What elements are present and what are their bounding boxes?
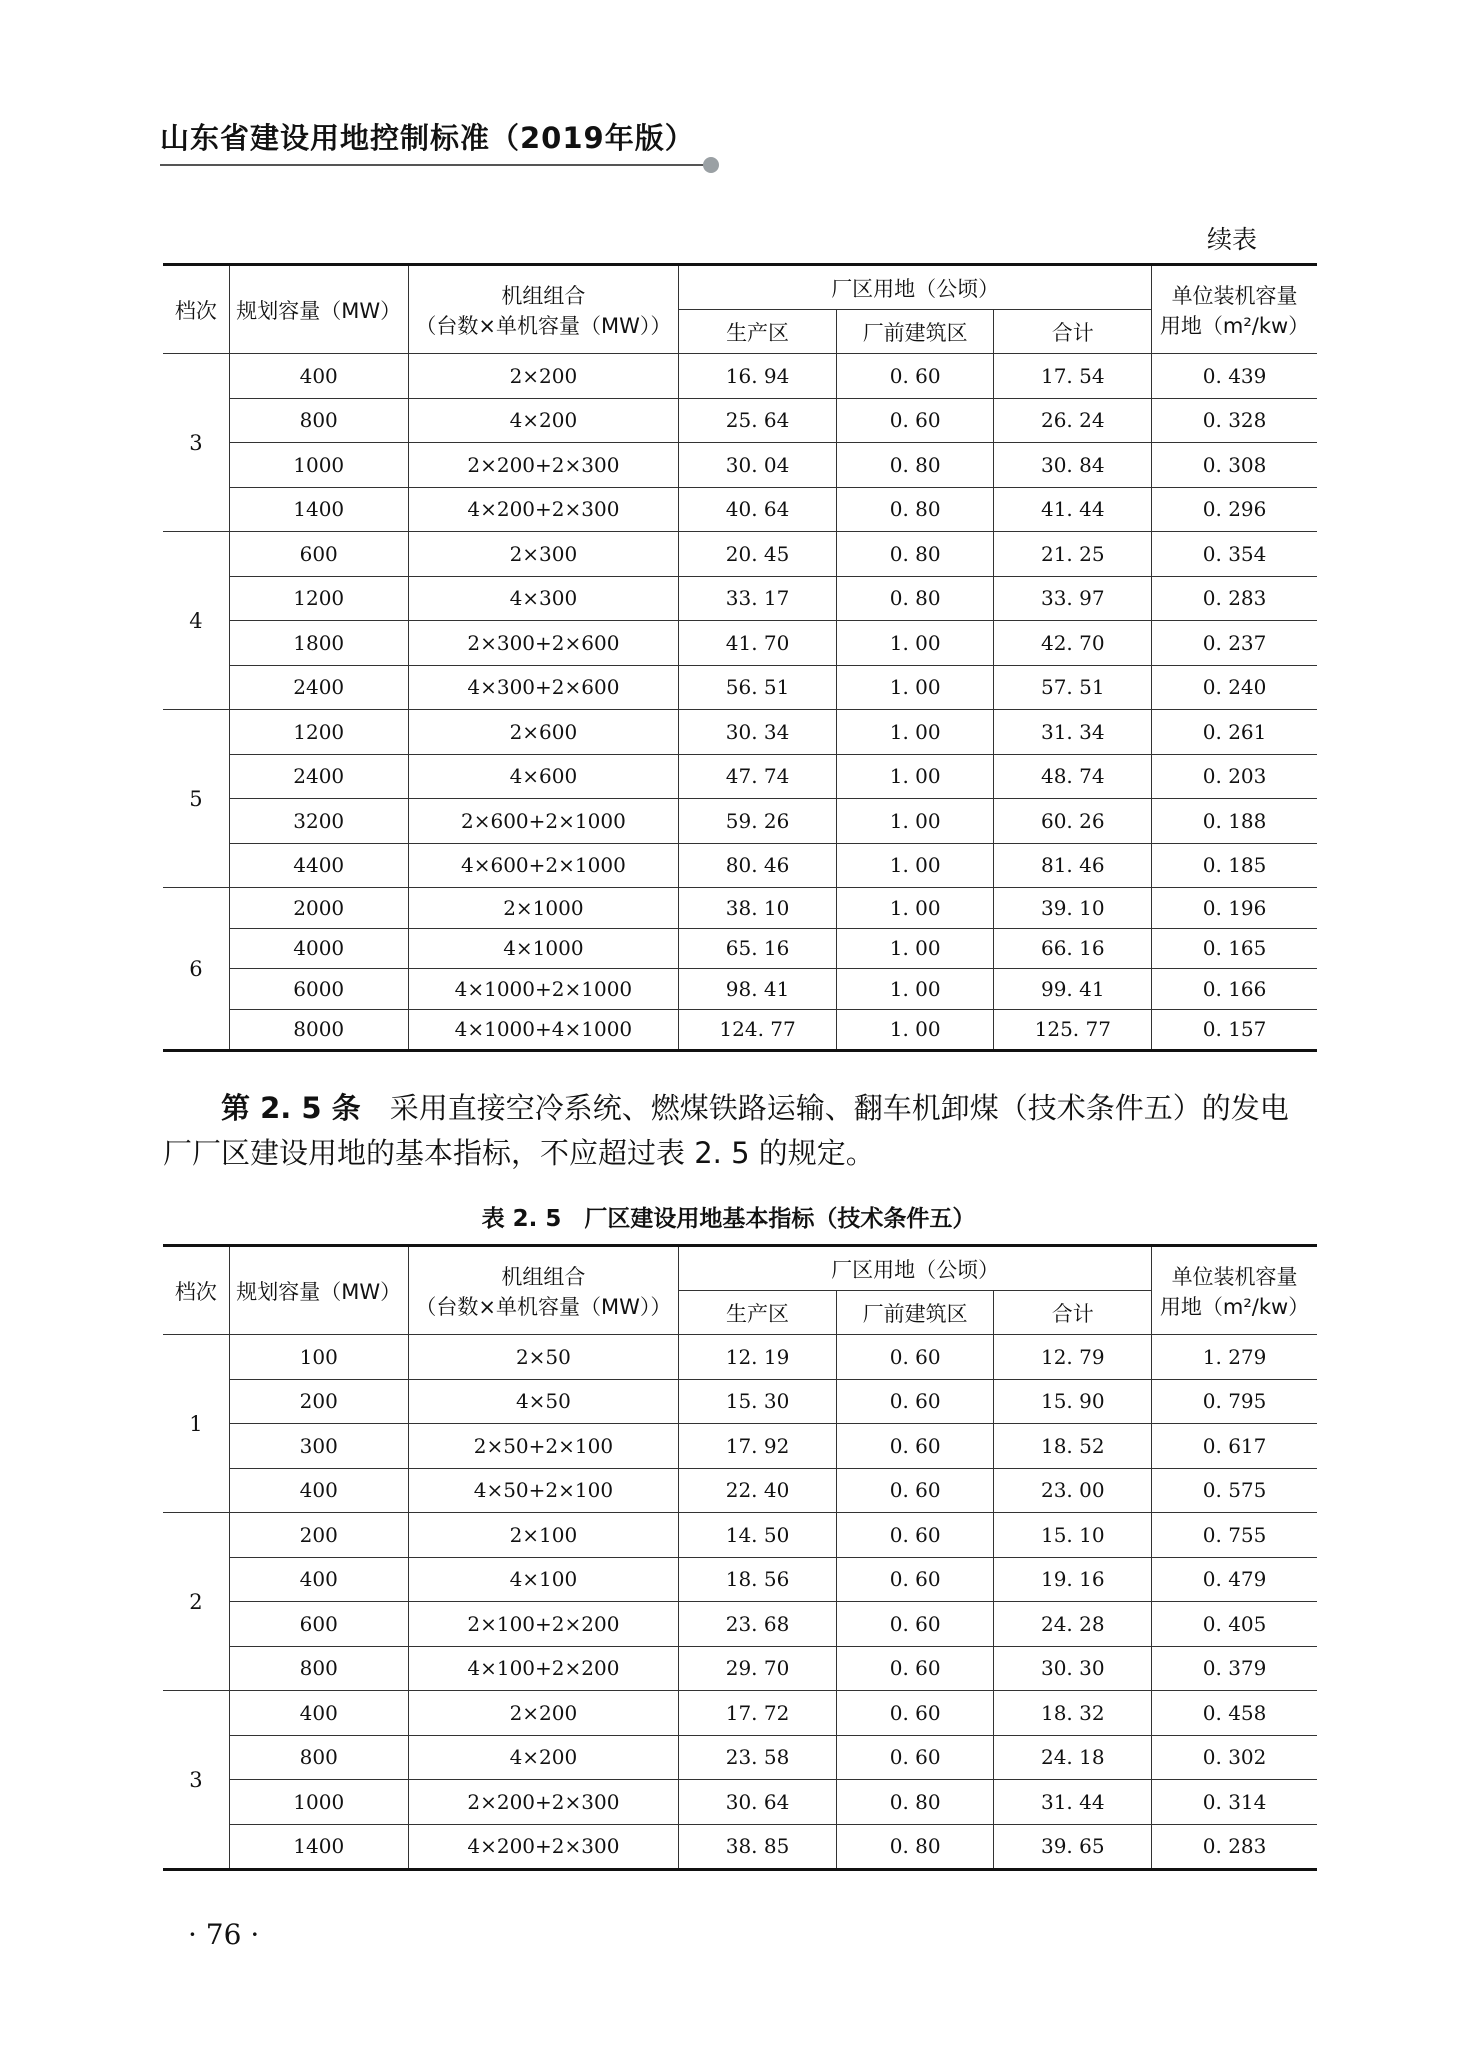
cell-unit: 0. 575 [1152, 1468, 1317, 1513]
cell-combo: 2×600 [408, 710, 679, 755]
cell-prod: 40. 64 [679, 487, 837, 532]
cell-prod: 17. 72 [679, 1691, 837, 1736]
cell-unit: 0. 296 [1152, 487, 1317, 532]
table-row [163, 969, 1317, 1010]
cell-combo: 2×100 [408, 1513, 679, 1558]
cell-total: 48. 74 [994, 754, 1152, 799]
cell-combo: 2×200+2×300 [408, 443, 679, 488]
col-header-production: 生产区 [679, 310, 837, 354]
cell-unit: 0. 795 [1152, 1379, 1317, 1424]
cell-prod: 59. 26 [679, 799, 837, 844]
continued-label: 续表 [1206, 225, 1257, 254]
cell-cap: 1000 [229, 1780, 408, 1825]
cell-prod: 25. 64 [679, 398, 837, 443]
cell-prod: 16. 94 [679, 354, 837, 399]
col-header-capacity: 规划容量（MW） [229, 1246, 408, 1335]
cell-front: 0. 60 [836, 1602, 994, 1647]
page-number: · 76 · [188, 1918, 260, 1951]
header-rule [160, 164, 708, 166]
cell-cap: 1200 [229, 576, 408, 621]
cell-unit: 0. 328 [1152, 398, 1317, 443]
table-row [163, 1335, 1317, 1380]
cell-total: 42. 70 [994, 621, 1152, 666]
cell-unit: 0. 617 [1152, 1424, 1317, 1469]
cell-total: 99. 41 [994, 969, 1152, 1010]
cell-prod: 41. 70 [679, 621, 837, 666]
col-header-production: 生产区 [679, 1291, 837, 1335]
col-header-unit-line2: 用地（m²/kw） [1159, 313, 1310, 338]
table-row [163, 1379, 1317, 1424]
cell-front: 0. 60 [836, 398, 994, 443]
cell-front: 0. 60 [836, 1691, 994, 1736]
cell-combo: 2×200+2×300 [408, 1780, 679, 1825]
cell-unit: 0. 308 [1152, 443, 1317, 488]
article-text: 采用直接空冷系统、燃煤铁路运输、翻车机卸煤（技术条件五）的发电厂厂区建设用地的基本指标，不应超过表 2. 5 的规定。 [163, 1091, 1289, 1170]
cell-combo: 4×200 [408, 398, 679, 443]
cell-total: 41. 44 [994, 487, 1152, 532]
cell-cap: 4400 [229, 843, 408, 888]
table-row [163, 1735, 1317, 1780]
cell-cap: 200 [229, 1379, 408, 1424]
cell-front: 0. 60 [836, 1735, 994, 1780]
cell-total: 24. 18 [994, 1735, 1152, 1780]
cell-total: 15. 90 [994, 1379, 1152, 1424]
cell-combo: 4×200+2×300 [408, 1824, 679, 1870]
col-header-combo [408, 1246, 679, 1335]
col-header-combo-line2: （台数×单机容量（MW）） [415, 1294, 672, 1319]
cell-combo: 2×50+2×100 [408, 1424, 679, 1469]
cell-front: 0. 60 [836, 1424, 994, 1469]
cell-unit: 0. 405 [1152, 1602, 1317, 1647]
table-row [163, 1780, 1317, 1825]
table-row [163, 1691, 1317, 1736]
cell-combo: 4×600+2×1000 [408, 843, 679, 888]
cell-prod: 30. 04 [679, 443, 837, 488]
col-header-level: 档次 [163, 265, 229, 354]
cell-front: 1. 00 [836, 928, 994, 969]
cell-front: 1. 00 [836, 665, 994, 710]
cell-front: 0. 60 [836, 1468, 994, 1513]
cell-front: 0. 60 [836, 1513, 994, 1558]
cell-total: 33. 97 [994, 576, 1152, 621]
col-header-total: 合计 [994, 310, 1152, 354]
table-row [163, 621, 1317, 666]
table-row [163, 1824, 1317, 1870]
cell-unit: 0. 157 [1152, 1009, 1317, 1051]
cell-total: 39. 65 [994, 1824, 1152, 1870]
cell-cap: 1400 [229, 487, 408, 532]
cell-front: 1. 00 [836, 621, 994, 666]
cell-front: 0. 80 [836, 576, 994, 621]
cell-unit: 0. 354 [1152, 532, 1317, 577]
cell-unit: 0. 302 [1152, 1735, 1317, 1780]
cell-combo: 4×300+2×600 [408, 665, 679, 710]
cell-front: 0. 60 [836, 1335, 994, 1380]
cell-unit: 0. 283 [1152, 576, 1317, 621]
cell-total: 17. 54 [994, 354, 1152, 399]
cell-total: 39. 10 [994, 888, 1152, 929]
level-cell: 2 [163, 1513, 229, 1691]
cell-prod: 29. 70 [679, 1646, 837, 1691]
cell-front: 0. 60 [836, 1379, 994, 1424]
cell-unit: 0. 166 [1152, 969, 1317, 1010]
cell-cap: 200 [229, 1513, 408, 1558]
col-header-front: 厂前建筑区 [836, 1291, 994, 1335]
col-header-unit-line1: 单位装机容量 [1171, 283, 1298, 308]
cell-total: 30. 84 [994, 443, 1152, 488]
cell-front: 0. 60 [836, 1646, 994, 1691]
cell-total: 24. 28 [994, 1602, 1152, 1647]
cell-front: 0. 80 [836, 487, 994, 532]
col-header-capacity: 规划容量（MW） [229, 265, 408, 354]
cell-combo: 2×300 [408, 532, 679, 577]
cell-prod: 12. 19 [679, 1335, 837, 1380]
table-row [163, 398, 1317, 443]
cell-front: 1. 00 [836, 969, 994, 1010]
cell-total: 81. 46 [994, 843, 1152, 888]
cell-prod: 20. 45 [679, 532, 837, 577]
cell-combo: 4×100 [408, 1557, 679, 1602]
cell-cap: 400 [229, 1557, 408, 1602]
table-row [163, 843, 1317, 888]
cell-cap: 2400 [229, 754, 408, 799]
running-header: 山东省建设用地控制标准（2019年版） [160, 121, 695, 155]
cell-combo: 2×200 [408, 1691, 679, 1736]
cell-total: 12. 79 [994, 1335, 1152, 1380]
table-row [163, 1424, 1317, 1469]
table-row [163, 487, 1317, 532]
cell-cap: 3200 [229, 799, 408, 844]
cell-prod: 30. 64 [679, 1780, 837, 1825]
cell-unit: 0. 203 [1152, 754, 1317, 799]
cell-cap: 1400 [229, 1824, 408, 1870]
col-header-unit [1152, 1246, 1317, 1335]
col-header-land-group: 厂区用地（公顷） [679, 1246, 1152, 1291]
cell-unit: 0. 261 [1152, 710, 1317, 755]
cell-prod: 17. 92 [679, 1424, 837, 1469]
cell-front: 0. 80 [836, 1780, 994, 1825]
level-cell: 3 [163, 1691, 229, 1870]
cell-combo: 2×1000 [408, 888, 679, 929]
col-header-unit [1152, 265, 1317, 354]
cell-cap: 400 [229, 1468, 408, 1513]
cell-cap: 600 [229, 1602, 408, 1647]
cell-cap: 8000 [229, 1009, 408, 1051]
cell-combo: 4×100+2×200 [408, 1646, 679, 1691]
cell-prod: 56. 51 [679, 665, 837, 710]
cell-unit: 0. 237 [1152, 621, 1317, 666]
cell-front: 0. 80 [836, 443, 994, 488]
cell-cap: 4000 [229, 928, 408, 969]
cell-prod: 98. 41 [679, 969, 837, 1010]
cell-unit: 1. 279 [1152, 1335, 1317, 1380]
cell-total: 18. 32 [994, 1691, 1152, 1736]
cell-prod: 38. 85 [679, 1824, 837, 1870]
cell-cap: 6000 [229, 969, 408, 1010]
cell-unit: 0. 283 [1152, 1824, 1317, 1870]
cell-combo: 4×1000+2×1000 [408, 969, 679, 1010]
cell-cap: 300 [229, 1424, 408, 1469]
level-cell: 3 [163, 354, 229, 532]
cell-combo: 4×200 [408, 1735, 679, 1780]
table-row [163, 665, 1317, 710]
table-row [163, 928, 1317, 969]
cell-front: 1. 00 [836, 710, 994, 755]
cell-total: 60. 26 [994, 799, 1152, 844]
table-row [163, 1009, 1317, 1051]
cell-front: 0. 60 [836, 1557, 994, 1602]
article-paragraph [163, 1086, 1317, 1176]
cell-cap: 1200 [229, 710, 408, 755]
cell-total: 18. 52 [994, 1424, 1152, 1469]
cell-prod: 65. 16 [679, 928, 837, 969]
cell-prod: 15. 30 [679, 1379, 837, 1424]
cell-total: 19. 16 [994, 1557, 1152, 1602]
table-row [163, 799, 1317, 844]
cell-unit: 0. 458 [1152, 1691, 1317, 1736]
cell-front: 1. 00 [836, 843, 994, 888]
cell-prod: 47. 74 [679, 754, 837, 799]
table-row [163, 1468, 1317, 1513]
cell-cap: 800 [229, 1735, 408, 1780]
cell-cap: 800 [229, 1646, 408, 1691]
cell-front: 1. 00 [836, 888, 994, 929]
header-dot-ornament [703, 157, 719, 173]
cell-combo: 4×1000+4×1000 [408, 1009, 679, 1051]
col-header-combo-line1: 机组组合 [501, 283, 586, 308]
cell-total: 57. 51 [994, 665, 1152, 710]
cell-cap: 600 [229, 532, 408, 577]
cell-unit: 0. 240 [1152, 665, 1317, 710]
level-cell: 4 [163, 532, 229, 710]
cell-combo: 4×300 [408, 576, 679, 621]
cell-total: 21. 25 [994, 532, 1152, 577]
cell-front: 1. 00 [836, 799, 994, 844]
cell-cap: 400 [229, 354, 408, 399]
col-header-land-group: 厂区用地（公顷） [679, 265, 1152, 310]
cell-total: 15. 10 [994, 1513, 1152, 1558]
cell-unit: 0. 165 [1152, 928, 1317, 969]
cell-cap: 100 [229, 1335, 408, 1380]
level-cell: 6 [163, 888, 229, 1051]
level-cell: 5 [163, 710, 229, 888]
cell-unit: 0. 196 [1152, 888, 1317, 929]
cell-unit: 0. 379 [1152, 1646, 1317, 1691]
cell-combo: 2×100+2×200 [408, 1602, 679, 1647]
cell-combo: 4×50+2×100 [408, 1468, 679, 1513]
table-row [163, 888, 1317, 929]
table-continued [163, 263, 1317, 1052]
cell-combo: 4×600 [408, 754, 679, 799]
cell-combo: 4×200+2×300 [408, 487, 679, 532]
cell-unit: 0. 439 [1152, 354, 1317, 399]
table-row [163, 1646, 1317, 1691]
cell-combo: 2×600+2×1000 [408, 799, 679, 844]
cell-combo: 2×300+2×600 [408, 621, 679, 666]
cell-total: 31. 34 [994, 710, 1152, 755]
level-cell: 1 [163, 1335, 229, 1513]
col-header-unit-line1: 单位装机容量 [1171, 1264, 1298, 1289]
cell-front: 1. 00 [836, 1009, 994, 1051]
cell-prod: 14. 50 [679, 1513, 837, 1558]
cell-prod: 124. 77 [679, 1009, 837, 1051]
table-caption: 表 2. 5 厂区建设用地基本指标（技术条件五） [481, 1206, 976, 1232]
cell-prod: 80. 46 [679, 843, 837, 888]
cell-unit: 0. 188 [1152, 799, 1317, 844]
article-number: 第 2. 5 条 [221, 1091, 361, 1125]
col-header-total: 合计 [994, 1291, 1152, 1335]
cell-cap: 1000 [229, 443, 408, 488]
col-header-combo-line2: （台数×单机容量（MW）） [415, 313, 672, 338]
cell-prod: 38. 10 [679, 888, 837, 929]
table2-body [163, 1335, 1317, 1870]
cell-cap: 800 [229, 398, 408, 443]
cell-total: 23. 00 [994, 1468, 1152, 1513]
cell-combo: 2×200 [408, 354, 679, 399]
cell-front: 1. 00 [836, 754, 994, 799]
cell-prod: 23. 58 [679, 1735, 837, 1780]
table-row [163, 532, 1317, 577]
cell-total: 125. 77 [994, 1009, 1152, 1051]
table-row [163, 710, 1317, 755]
table-2-5 [163, 1244, 1317, 1871]
cell-prod: 18. 56 [679, 1557, 837, 1602]
cell-prod: 23. 68 [679, 1602, 837, 1647]
table-row [163, 354, 1317, 399]
cell-combo: 2×50 [408, 1335, 679, 1380]
cell-unit: 0. 479 [1152, 1557, 1317, 1602]
table-row [163, 754, 1317, 799]
cell-combo: 4×1000 [408, 928, 679, 969]
table-row [163, 1602, 1317, 1647]
cell-combo: 4×50 [408, 1379, 679, 1424]
table-row [163, 443, 1317, 488]
cell-prod: 33. 17 [679, 576, 837, 621]
col-header-level: 档次 [163, 1246, 229, 1335]
cell-prod: 30. 34 [679, 710, 837, 755]
cell-prod: 22. 40 [679, 1468, 837, 1513]
cell-cap: 2400 [229, 665, 408, 710]
cell-cap: 1800 [229, 621, 408, 666]
cell-front: 0. 80 [836, 1824, 994, 1870]
cell-front: 0. 80 [836, 532, 994, 577]
table-row [163, 1557, 1317, 1602]
cell-front: 0. 60 [836, 354, 994, 399]
cell-total: 31. 44 [994, 1780, 1152, 1825]
cell-total: 26. 24 [994, 398, 1152, 443]
cell-total: 66. 16 [994, 928, 1152, 969]
col-header-combo-line1: 机组组合 [501, 1264, 586, 1289]
col-header-combo [408, 265, 679, 354]
cell-unit: 0. 314 [1152, 1780, 1317, 1825]
table1-body [163, 354, 1317, 1051]
cell-unit: 0. 755 [1152, 1513, 1317, 1558]
cell-total: 30. 30 [994, 1646, 1152, 1691]
cell-cap: 2000 [229, 888, 408, 929]
table-row [163, 1513, 1317, 1558]
cell-unit: 0. 185 [1152, 843, 1317, 888]
table-row [163, 576, 1317, 621]
cell-cap: 400 [229, 1691, 408, 1736]
col-header-front: 厂前建筑区 [836, 310, 994, 354]
col-header-unit-line2: 用地（m²/kw） [1159, 1294, 1310, 1319]
